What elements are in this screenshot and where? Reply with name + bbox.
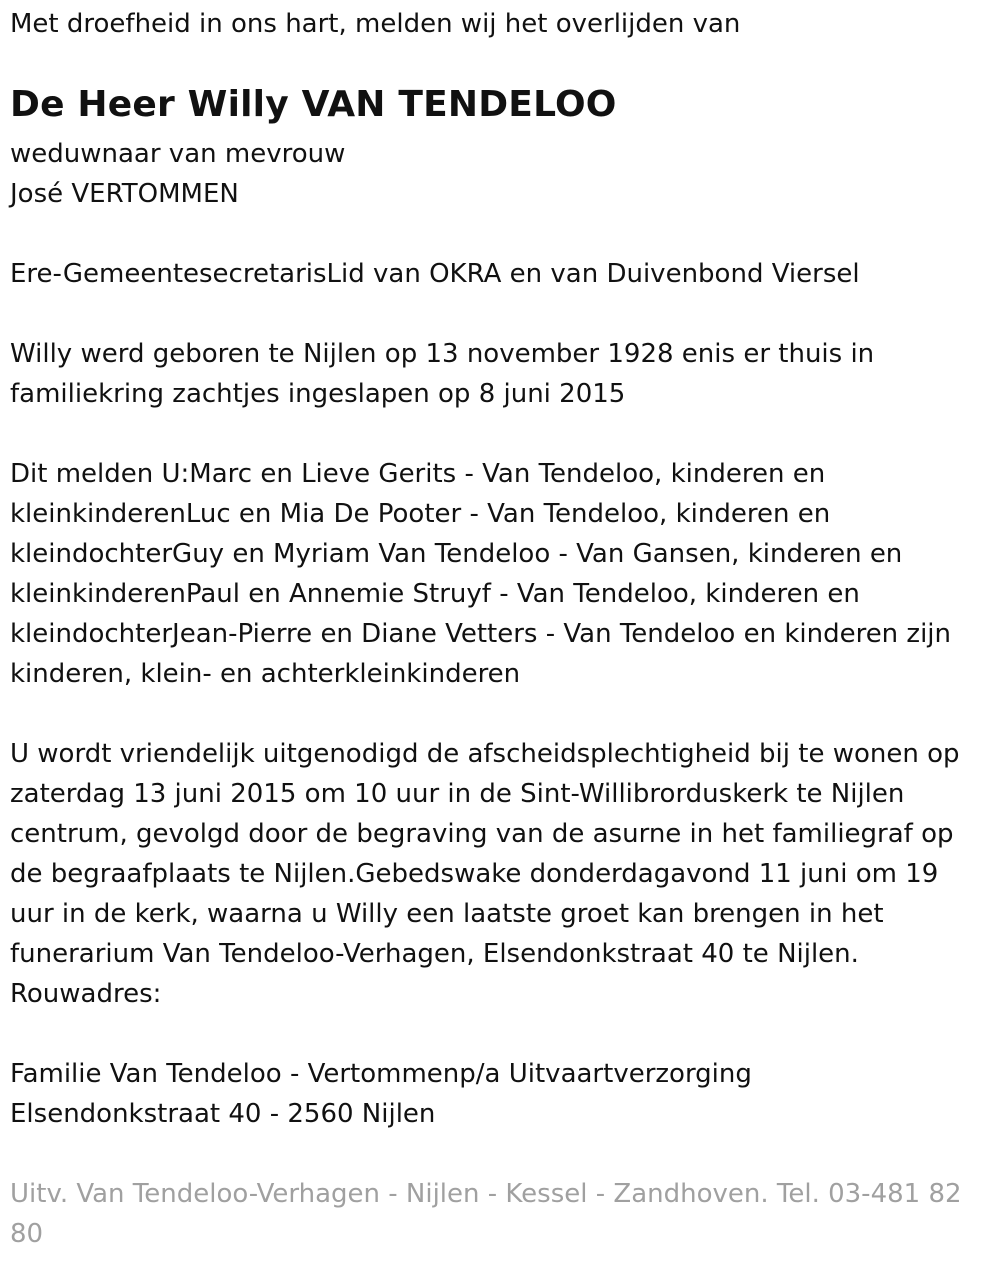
intro-text: Met droefheid in ons hart, melden wij het overlijden van xyxy=(10,9,741,39)
family-line: kleinkinderenLuc en Mia De Pooter - Van Tendeloo, kinderen en xyxy=(10,499,831,529)
address-line: Elsendonkstraat 40 - 2560 Nijlen xyxy=(10,1099,436,1129)
ceremony-line: U wordt vriendelijk uitgenodigd de afscheidsplechtigheid bij te wonen op xyxy=(10,739,960,769)
mourning-address xyxy=(10,1054,990,1134)
family-line: kleindochterGuy en Myriam Van Tendeloo - Van Gansen, kinderen en xyxy=(10,539,903,569)
family-announcement xyxy=(10,454,990,694)
family-line: Dit melden U:Marc en Lieve Gerits - Van Tendeloo, kinderen en xyxy=(10,459,826,489)
ceremony-details xyxy=(10,734,990,1014)
address-line: Familie Van Tendeloo - Vertommenp/a Uitvaartverzorging xyxy=(10,1059,752,1089)
family-line: kleindochterJean-Pierre en Diane Vetters - Van Tendeloo en kinderen zijn xyxy=(10,619,952,649)
titles-text: Ere-GemeentesecretarisLid van OKRA en van Duivenbond Viersel xyxy=(10,259,860,289)
ceremony-line: de begraafplaats te Nijlen.Gebedswake donderdagavond 11 juni om 19 xyxy=(10,859,939,889)
ceremony-line: funerarium Van Tendeloo-Verhagen, Elsendonkstraat 40 te Nijlen. xyxy=(10,939,859,969)
ceremony-line: uur in de kerk, waarna u Willy een laatste groet kan brengen in het xyxy=(10,899,884,929)
ceremony-line: zaterdag 13 juni 2015 om 10 uur in de Sint-Willibrorduskerk te Nijlen xyxy=(10,779,905,809)
family-line: kinderen, klein- en achterkleinkinderen xyxy=(10,659,521,689)
spouse-line-2: José VERTOMMEN xyxy=(10,179,239,209)
deceased-name: De Heer Willy VAN TENDELOO xyxy=(10,84,617,125)
birth-death-text: Willy werd geboren te Nijlen op 13 november 1928 enis er thuis in familiekring zachtjes ingeslapen op 8 juni 2015 xyxy=(10,339,875,409)
funeral-home-footer: Uitv. Van Tendeloo-Verhagen - Nijlen - Kessel - Zandhoven. Tel. 03-481 82 80 xyxy=(10,1179,962,1249)
ceremony-line: Rouwadres: xyxy=(10,979,162,1009)
family-line: kleinkinderenPaul en Annemie Struyf - Van Tendeloo, kinderen en xyxy=(10,579,860,609)
spouse-line-1: weduwnaar van mevrouw xyxy=(10,139,346,169)
ceremony-line: centrum, gevolgd door de begraving van de asurne in het familiegraf op xyxy=(10,819,954,849)
